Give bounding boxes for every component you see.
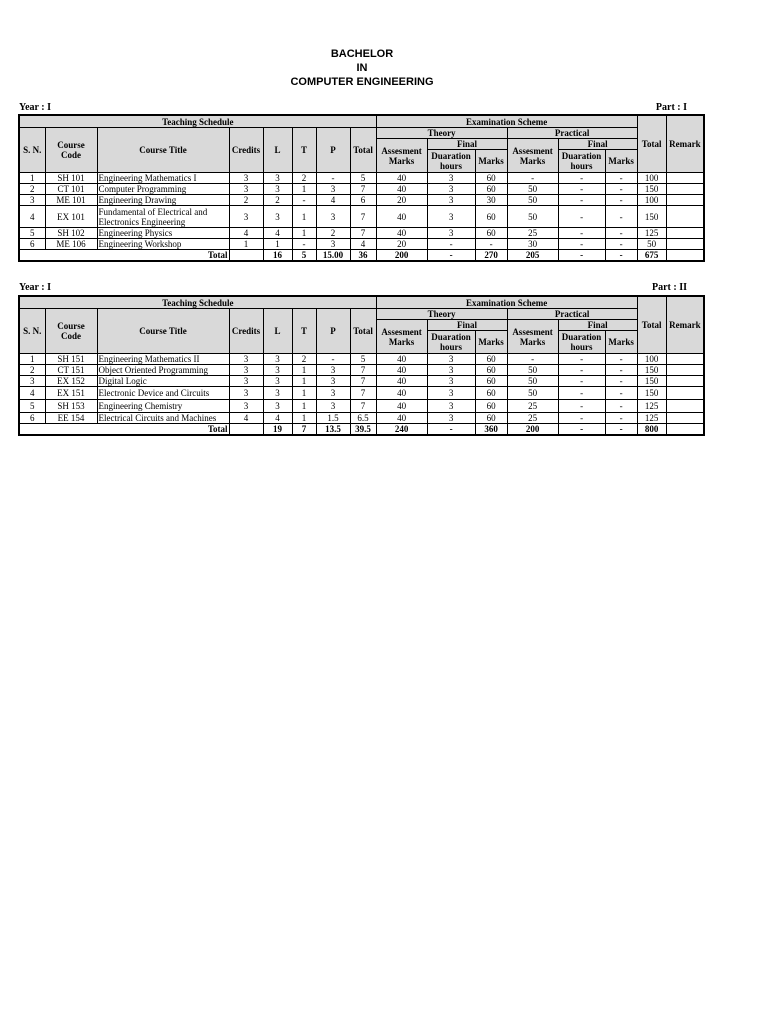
course-title-header: Course Title (97, 128, 229, 173)
course-row (19, 413, 704, 424)
course-row (19, 365, 704, 376)
hours-total-header: Total (350, 309, 376, 354)
year-part-line (19, 282, 705, 294)
total-p: 13.5 (316, 424, 350, 436)
cell-title: Fundamental of Electrical and Electronics Engineering (97, 206, 229, 228)
cell-p_marks: - (605, 365, 637, 376)
remark-header: Remark (666, 296, 704, 354)
practical-marks-header: Marks (605, 150, 637, 173)
practical-assessment-header: Assesment Marks (507, 320, 558, 354)
cell-title: Engineering Mathematics I (97, 173, 229, 184)
course-title-header: Course Title (97, 309, 229, 354)
teaching-schedule-header: Teaching Schedule (19, 115, 376, 128)
cell-assess: 40 (376, 206, 427, 228)
cell-marks: 60 (475, 354, 507, 365)
total-l: 19 (263, 424, 292, 436)
cell-credits: 3 (229, 376, 263, 387)
practical-hours-header: P (316, 128, 350, 173)
cell-p_assess: 25 (507, 400, 558, 413)
cell-p_assess: 50 (507, 387, 558, 400)
cell-total: 6.5 (350, 413, 376, 424)
cell-dur: 3 (427, 413, 475, 424)
year-label: Year : I (19, 282, 52, 293)
cell-dur: 3 (427, 400, 475, 413)
cell-p_assess: - (507, 354, 558, 365)
cell-sn: 3 (19, 195, 45, 206)
course-row (19, 239, 704, 250)
cell-p_marks: - (605, 400, 637, 413)
course-row (19, 184, 704, 195)
total-p_marks: - (605, 250, 637, 262)
cell-remark (666, 354, 704, 365)
cell-grand: 100 (637, 173, 666, 184)
cell-credits: 3 (229, 387, 263, 400)
cell-marks: 60 (475, 184, 507, 195)
total-row (19, 424, 704, 436)
cell-credits: 3 (229, 400, 263, 413)
cell-total: 7 (350, 400, 376, 413)
theory-marks-header: Marks (475, 150, 507, 173)
cell-code: SH 101 (45, 173, 97, 184)
total-total: 36 (350, 250, 376, 262)
cell-dur: 3 (427, 184, 475, 195)
cell-assess: 40 (376, 413, 427, 424)
examination-scheme-header: Examination Scheme (376, 115, 637, 128)
schedule-table (18, 114, 705, 262)
practical-duration-header: Duaration hours (558, 150, 605, 173)
cell-title: Engineering Workshop (97, 239, 229, 250)
cell-sn: 2 (19, 184, 45, 195)
cell-p_assess: 50 (507, 184, 558, 195)
cell-remark (666, 400, 704, 413)
heading-in: IN (356, 62, 368, 74)
cell-total: 7 (350, 365, 376, 376)
course-row (19, 206, 704, 228)
cell-credits: 2 (229, 195, 263, 206)
cell-l: 1 (263, 239, 292, 250)
total-grand: 800 (637, 424, 666, 436)
cell-l: 3 (263, 376, 292, 387)
cell-title: Engineering Chemistry (97, 400, 229, 413)
cell-sn: 5 (19, 228, 45, 239)
cell-remark (666, 228, 704, 239)
theory-final-header: Final (427, 320, 507, 331)
cell-credits: 3 (229, 365, 263, 376)
course-row (19, 354, 704, 365)
theory-assessment-header: Assesment Marks (376, 320, 427, 354)
cell-sn: 6 (19, 413, 45, 424)
cell-dur: - (427, 239, 475, 250)
cell-p_dur: - (558, 413, 605, 424)
lecture-header: L (263, 128, 292, 173)
total-dur: - (427, 424, 475, 436)
total-p_assess: 200 (507, 424, 558, 436)
cell-total: 4 (350, 239, 376, 250)
cell-t: - (292, 239, 316, 250)
sn-header: S. N. (19, 309, 45, 354)
cell-p: 3 (316, 387, 350, 400)
cell-t: 2 (292, 173, 316, 184)
theory-assessment-header: Assesment Marks (376, 139, 427, 173)
cell-title: Electronic Device and Circuits (97, 387, 229, 400)
cell-p_dur: - (558, 365, 605, 376)
cell-p_marks: - (605, 173, 637, 184)
hours-total-header: Total (350, 128, 376, 173)
cell-t: 1 (292, 376, 316, 387)
total-t: 5 (292, 250, 316, 262)
cell-p: 3 (316, 239, 350, 250)
teaching-schedule-header: Teaching Schedule (19, 296, 376, 309)
cell-t: 1 (292, 413, 316, 424)
course-row (19, 195, 704, 206)
cell-p_dur: - (558, 239, 605, 250)
total-p: 15.00 (316, 250, 350, 262)
cell-p: 3 (316, 206, 350, 228)
cell-assess: 40 (376, 365, 427, 376)
cell-l: 2 (263, 195, 292, 206)
practical-marks-header: Marks (605, 331, 637, 354)
cell-total: 7 (350, 206, 376, 228)
cell-l: 3 (263, 206, 292, 228)
total-p_assess: 205 (507, 250, 558, 262)
course-row (19, 228, 704, 239)
cell-p_marks: - (605, 387, 637, 400)
grand-total-header: Total (637, 296, 666, 354)
cell-code: EX 151 (45, 387, 97, 400)
cell-t: 1 (292, 184, 316, 195)
cell-p_assess: 50 (507, 365, 558, 376)
cell-credits: 4 (229, 228, 263, 239)
cell-p_dur: - (558, 184, 605, 195)
course-row (19, 387, 704, 400)
cell-t: 1 (292, 387, 316, 400)
cell-dur: 3 (427, 195, 475, 206)
practical-final-header: Final (558, 320, 637, 331)
cell-marks: 60 (475, 376, 507, 387)
cell-grand: 100 (637, 354, 666, 365)
theory-duration-header: Duaration hours (427, 331, 475, 354)
theory-header: Theory (376, 128, 507, 139)
cell-code: ME 101 (45, 195, 97, 206)
cell-total: 6 (350, 195, 376, 206)
cell-l: 4 (263, 413, 292, 424)
cell-t: 1 (292, 206, 316, 228)
cell-title: Object Oriented Programming (97, 365, 229, 376)
cell-marks: 60 (475, 228, 507, 239)
heading-bachelor: BACHELOR (330, 48, 394, 60)
cell-code: SH 151 (45, 354, 97, 365)
cell-p: 1.5 (316, 413, 350, 424)
cell-p: 2 (316, 228, 350, 239)
cell-p: 3 (316, 365, 350, 376)
remark-header: Remark (666, 115, 704, 173)
cell-grand: 125 (637, 413, 666, 424)
cell-marks: 60 (475, 400, 507, 413)
year-part-line (19, 102, 705, 114)
cell-p_assess: 25 (507, 228, 558, 239)
cell-title: Engineering Physics (97, 228, 229, 239)
tutorial-header: T (292, 309, 316, 354)
cell-assess: 40 (376, 184, 427, 195)
cell-sn: 1 (19, 173, 45, 184)
cell-p_marks: - (605, 184, 637, 195)
part-label: Part : II (652, 282, 687, 293)
cell-dur: 3 (427, 365, 475, 376)
cell-dur: 3 (427, 228, 475, 239)
cell-sn: 2 (19, 365, 45, 376)
total-row (19, 250, 704, 262)
cell-total: 7 (350, 376, 376, 387)
cell-remark (666, 239, 704, 250)
cell-title: Computer Programming (97, 184, 229, 195)
cell-remark (666, 206, 704, 228)
cell-assess: 40 (376, 354, 427, 365)
cell-assess: 40 (376, 387, 427, 400)
cell-marks: 60 (475, 387, 507, 400)
practical-header: Practical (507, 128, 637, 139)
cell-t: 2 (292, 354, 316, 365)
cell-assess: 40 (376, 228, 427, 239)
practical-assessment-header: Assesment Marks (507, 139, 558, 173)
cell-assess: 20 (376, 239, 427, 250)
total-assess: 200 (376, 250, 427, 262)
total-p_dur: - (558, 250, 605, 262)
year-label: Year : I (19, 102, 52, 113)
practical-final-header: Final (558, 139, 637, 150)
cell-l: 3 (263, 173, 292, 184)
cell-l: 3 (263, 400, 292, 413)
cell-remark (666, 376, 704, 387)
cell-total: 7 (350, 387, 376, 400)
cell-credits: 1 (229, 239, 263, 250)
cell-t: 1 (292, 228, 316, 239)
cell-remark (666, 413, 704, 424)
cell-code: SH 153 (45, 400, 97, 413)
cell-remark (666, 173, 704, 184)
lecture-header: L (263, 309, 292, 354)
cell-code: CT 151 (45, 365, 97, 376)
cell-title: Engineering Mathematics II (97, 354, 229, 365)
cell-marks: 60 (475, 206, 507, 228)
cell-dur: 3 (427, 206, 475, 228)
total-total: 39.5 (350, 424, 376, 436)
cell-total: 7 (350, 184, 376, 195)
cell-l: 4 (263, 228, 292, 239)
course-code-header: Course Code (45, 309, 97, 354)
cell-code: SH 102 (45, 228, 97, 239)
cell-sn: 4 (19, 387, 45, 400)
cell-grand: 50 (637, 239, 666, 250)
cell-credits: 3 (229, 206, 263, 228)
course-row (19, 400, 704, 413)
total-grand: 675 (637, 250, 666, 262)
total-p_marks: - (605, 424, 637, 436)
cell-credits: 3 (229, 184, 263, 195)
tutorial-header: T (292, 128, 316, 173)
cell-l: 3 (263, 354, 292, 365)
cell-sn: 3 (19, 376, 45, 387)
cell-p_assess: 50 (507, 376, 558, 387)
cell-credits: 3 (229, 354, 263, 365)
cell-code: EX 152 (45, 376, 97, 387)
cell-p_dur: - (558, 354, 605, 365)
total-label: Total (19, 424, 229, 436)
total-remark (666, 250, 704, 262)
cell-p: - (316, 354, 350, 365)
cell-assess: 40 (376, 173, 427, 184)
cell-grand: 150 (637, 387, 666, 400)
cell-title: Engineering Drawing (97, 195, 229, 206)
cell-assess: 40 (376, 376, 427, 387)
cell-sn: 5 (19, 400, 45, 413)
total-remark (666, 424, 704, 436)
total-t: 7 (292, 424, 316, 436)
total-credits (229, 424, 263, 436)
cell-remark (666, 195, 704, 206)
cell-remark (666, 365, 704, 376)
cell-remark (666, 387, 704, 400)
total-marks: 360 (475, 424, 507, 436)
cell-dur: 3 (427, 173, 475, 184)
cell-dur: 3 (427, 376, 475, 387)
cell-p: 3 (316, 184, 350, 195)
cell-p: 4 (316, 195, 350, 206)
credits-header: Credits (229, 128, 263, 173)
cell-p_dur: - (558, 206, 605, 228)
cell-p_assess: 50 (507, 195, 558, 206)
course-code-header: Course Code (45, 128, 97, 173)
course-row (19, 173, 704, 184)
cell-p_dur: - (558, 387, 605, 400)
cell-t: 1 (292, 400, 316, 413)
cell-p_assess: - (507, 173, 558, 184)
cell-grand: 125 (637, 228, 666, 239)
cell-p_marks: - (605, 354, 637, 365)
cell-code: ME 106 (45, 239, 97, 250)
total-p_dur: - (558, 424, 605, 436)
schedule-table (18, 295, 705, 436)
cell-p_marks: - (605, 228, 637, 239)
cell-assess: 20 (376, 195, 427, 206)
cell-p_assess: 30 (507, 239, 558, 250)
theory-duration-header: Duaration hours (427, 150, 475, 173)
cell-title: Electrical Circuits and Machines (97, 413, 229, 424)
cell-p_dur: - (558, 173, 605, 184)
cell-marks: 60 (475, 413, 507, 424)
cell-code: EX 101 (45, 206, 97, 228)
grand-total-header: Total (637, 115, 666, 173)
cell-p: - (316, 173, 350, 184)
cell-code: CT 101 (45, 184, 97, 195)
theory-header: Theory (376, 309, 507, 320)
cell-p_dur: - (558, 228, 605, 239)
cell-grand: 100 (637, 195, 666, 206)
cell-marks: - (475, 239, 507, 250)
course-row (19, 376, 704, 387)
cell-grand: 150 (637, 184, 666, 195)
cell-grand: 150 (637, 365, 666, 376)
cell-grand: 125 (637, 400, 666, 413)
cell-t: - (292, 195, 316, 206)
theory-marks-header: Marks (475, 331, 507, 354)
cell-p_marks: - (605, 195, 637, 206)
theory-final-header: Final (427, 139, 507, 150)
cell-marks: 30 (475, 195, 507, 206)
cell-total: 5 (350, 173, 376, 184)
total-assess: 240 (376, 424, 427, 436)
cell-p_assess: 50 (507, 206, 558, 228)
total-credits (229, 250, 263, 262)
part-label: Part : I (655, 102, 687, 113)
examination-scheme-header: Examination Scheme (376, 296, 637, 309)
cell-l: 3 (263, 184, 292, 195)
cell-p_dur: - (558, 376, 605, 387)
total-marks: 270 (475, 250, 507, 262)
cell-p_marks: - (605, 413, 637, 424)
cell-total: 5 (350, 354, 376, 365)
cell-p_assess: 25 (507, 413, 558, 424)
cell-sn: 6 (19, 239, 45, 250)
cell-code: EE 154 (45, 413, 97, 424)
cell-marks: 60 (475, 173, 507, 184)
cell-remark (666, 184, 704, 195)
cell-sn: 4 (19, 206, 45, 228)
cell-p_marks: - (605, 376, 637, 387)
cell-assess: 40 (376, 400, 427, 413)
cell-total: 7 (350, 228, 376, 239)
cell-p_dur: - (558, 400, 605, 413)
total-l: 16 (263, 250, 292, 262)
sn-header: S. N. (19, 128, 45, 173)
total-label: Total (19, 250, 229, 262)
heading-program: COMPUTER ENGINEERING (290, 76, 434, 88)
cell-credits: 4 (229, 413, 263, 424)
cell-dur: 3 (427, 354, 475, 365)
cell-title: Digital Logic (97, 376, 229, 387)
practical-hours-header: P (316, 309, 350, 354)
cell-grand: 150 (637, 376, 666, 387)
cell-sn: 1 (19, 354, 45, 365)
cell-p: 3 (316, 400, 350, 413)
practical-duration-header: Duaration hours (558, 331, 605, 354)
cell-t: 1 (292, 365, 316, 376)
practical-header: Practical (507, 309, 637, 320)
total-dur: - (427, 250, 475, 262)
cell-p_marks: - (605, 239, 637, 250)
cell-marks: 60 (475, 365, 507, 376)
cell-p_dur: - (558, 195, 605, 206)
credits-header: Credits (229, 309, 263, 354)
cell-p: 3 (316, 376, 350, 387)
cell-credits: 3 (229, 173, 263, 184)
cell-dur: 3 (427, 387, 475, 400)
cell-p_marks: - (605, 206, 637, 228)
cell-l: 3 (263, 387, 292, 400)
cell-grand: 150 (637, 206, 666, 228)
cell-l: 3 (263, 365, 292, 376)
